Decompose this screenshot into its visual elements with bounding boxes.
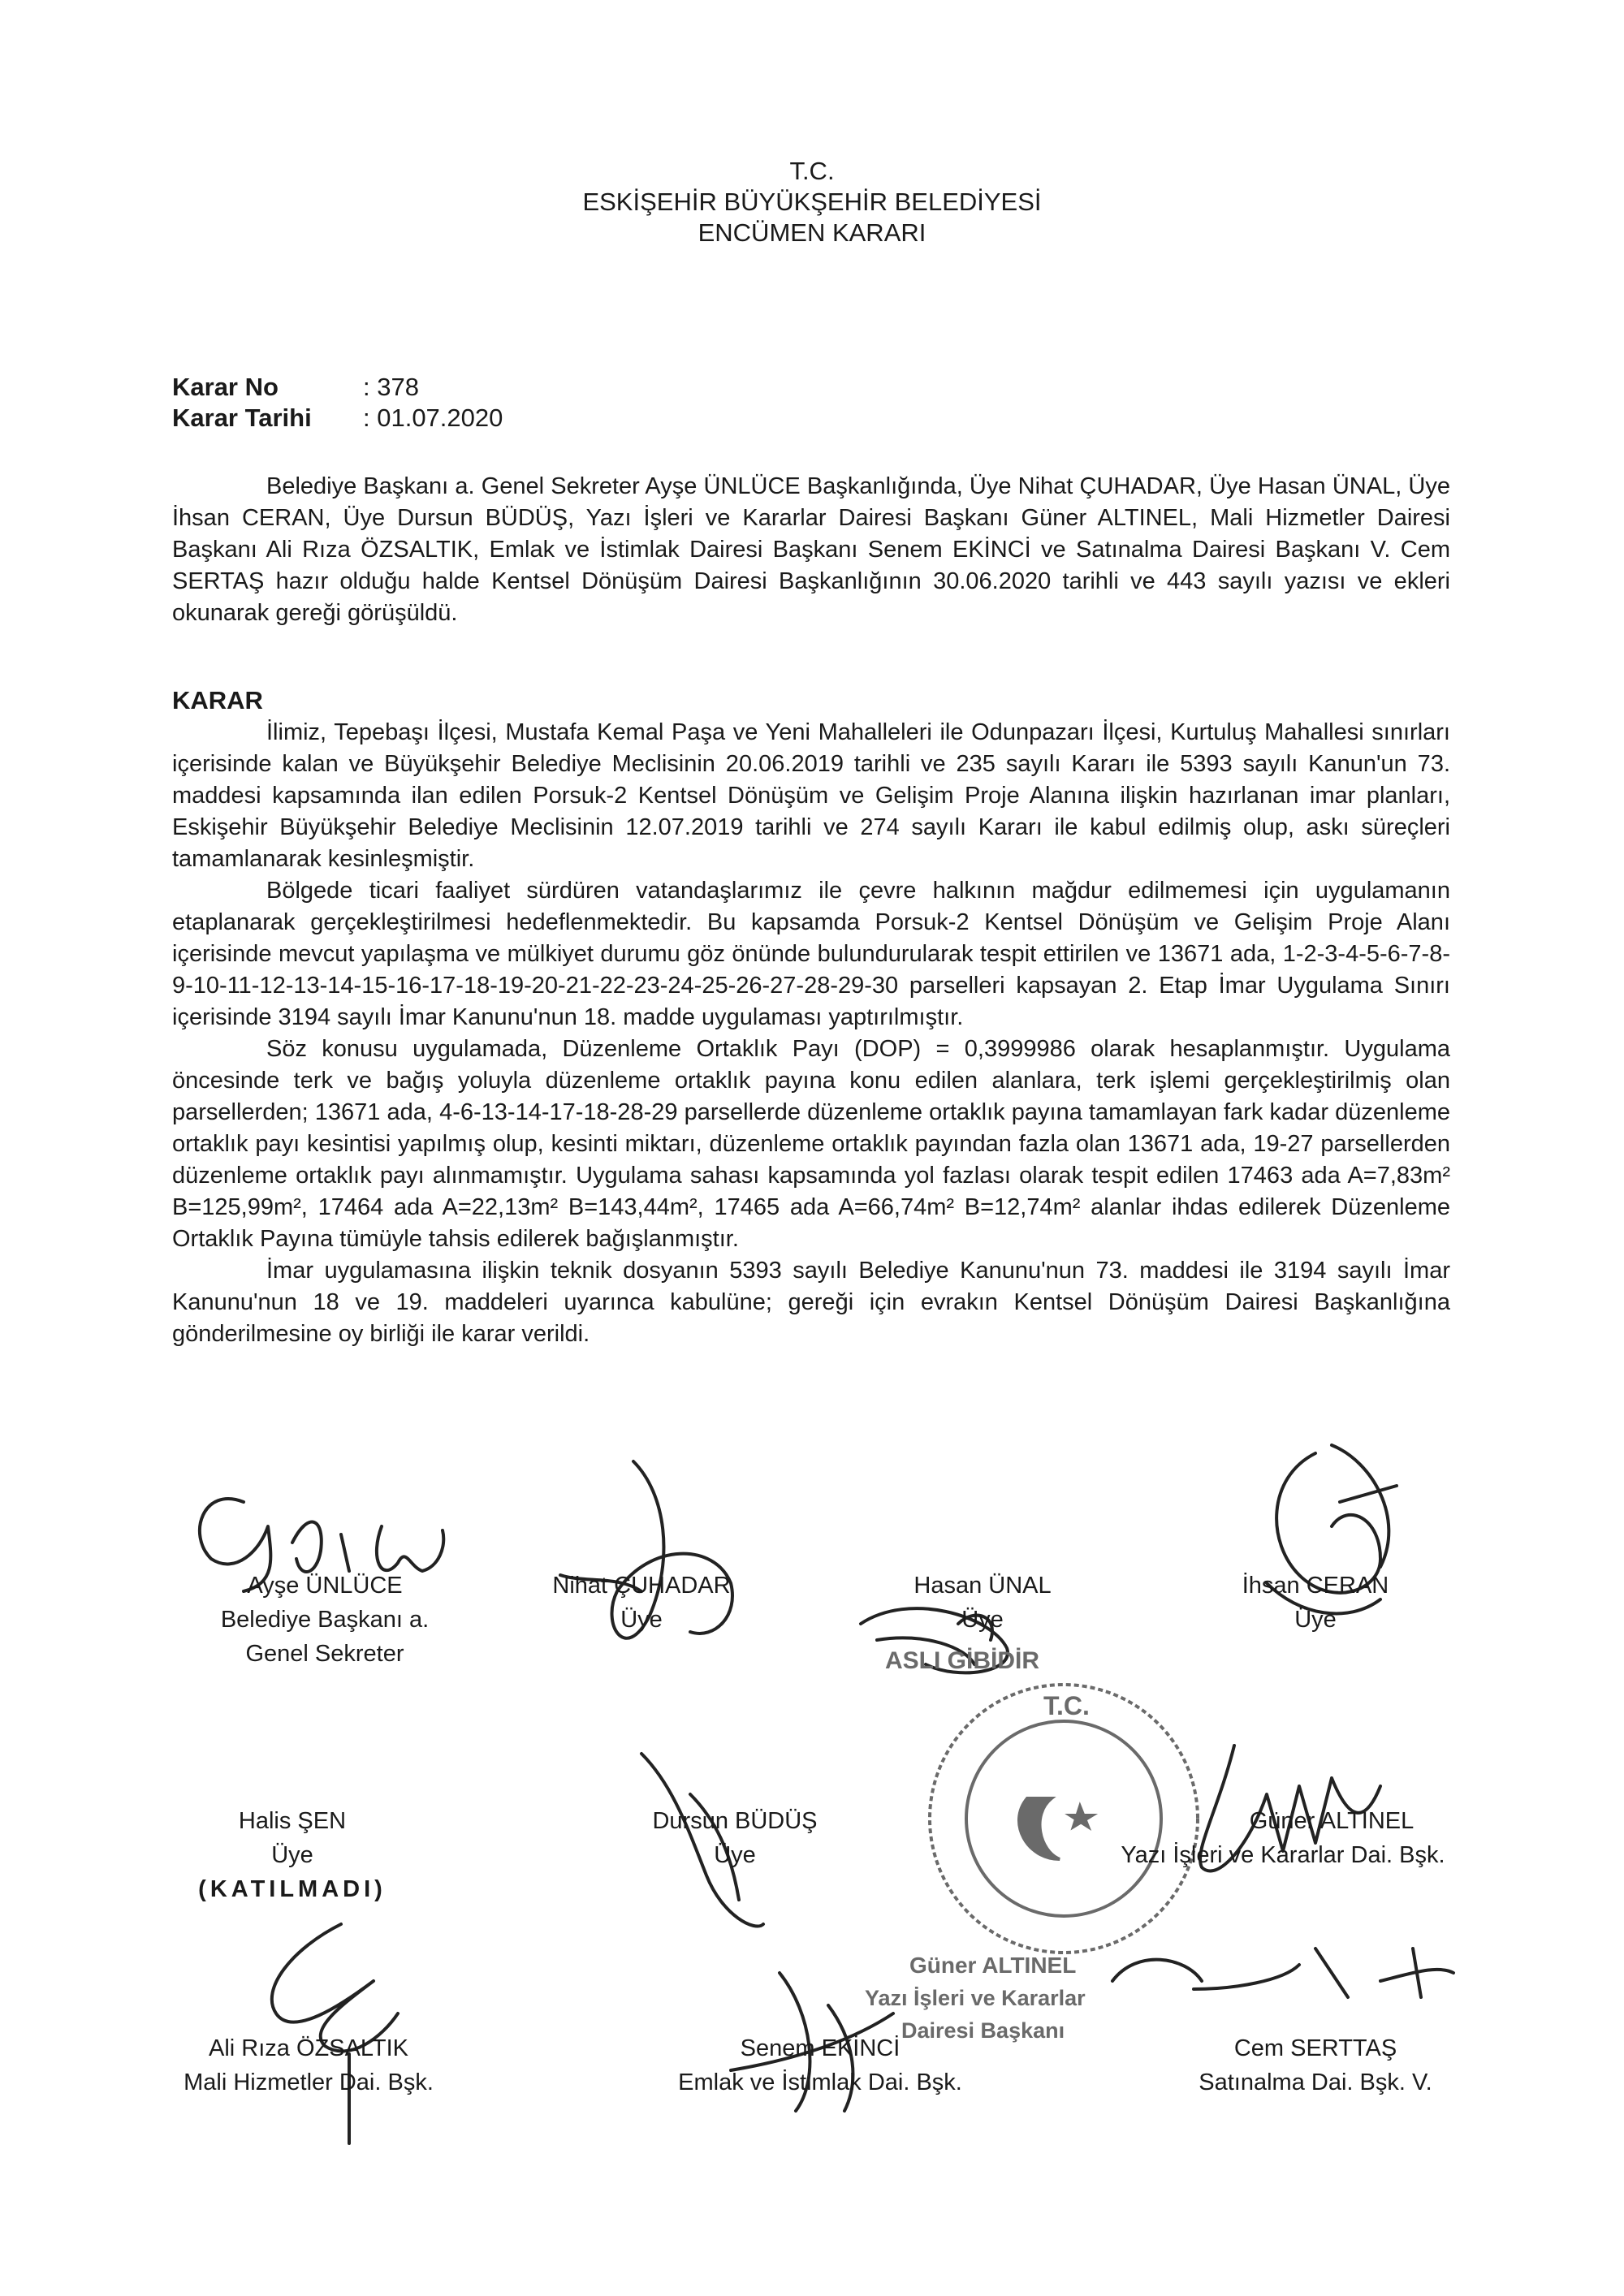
stamp-tc: T.C. (1043, 1691, 1090, 1720)
header-institution: ESKİŞEHİR BÜYÜKŞEHİR BELEDİYESİ (582, 188, 1042, 216)
karar-tarihi-label: Karar Tarihi (172, 404, 312, 432)
decision-meta (172, 372, 503, 434)
signatory-title: Belediye Başkanı a. (220, 1607, 430, 1633)
header-decision-type: ENCÜMEN KARARI (698, 218, 926, 247)
signatory-name: Senem EKİNCİ (740, 2035, 901, 2061)
intro-paragraph-block (172, 471, 1450, 629)
signatory-absent-note: (KATILMADI) (198, 1876, 387, 1902)
karar-no-row (172, 372, 503, 403)
signatory-ceran (1226, 1569, 1405, 1637)
signatory-ekinci (658, 2031, 983, 2100)
signatory-ozsaltik (162, 2031, 455, 2100)
stamp-asli-gibidir: ASLI GİBİDİR (885, 1647, 1040, 1674)
signatory-name: İhsan CERAN (1242, 1573, 1389, 1599)
intro-paragraph: Belediye Başkanı a. Genel Sekreter Ayşe ÜNLÜCE Başkanlığında, Üye Nihat ÇUHADAR, Üye Hasan ÜNAL, Üye İhsan CERAN, Üye Dursun BÜDÜŞ, Yazı İşleri ve Kararlar Dairesi Başkanı Güner ALTINEL, Mali Hizmetler Dairesi Başkanı Ali Rıza ÖZSALTIK, Emlak ve İstimlak Dairesi Başkanı Senem EKİNCİ ve Satınalma Dairesi Başkanı V. Cem SERTAŞ hazır olduğu halde Kentsel Dönüşüm Dairesi Başkanlığının 30.06.2020 tarihli ve 443 sayılı yazısı ve ekleri okunarak gereği görüşüldü. (172, 473, 1450, 626)
signatory-title: Emlak ve İstimlak Dai. Bşk. (678, 2069, 962, 2095)
decision-paragraph: İlimiz, Tepebaşı İlçesi, Mustafa Kemal Paşa ve Yeni Mahalleleri ile Odunpazarı İlçesi, Kurtuluş Mahallesi sınırları içerisinde kalan ve Büyükşehir Belediye Meclisinin 20.06.2019 tarihli ve 235 sayılı Kararı ile 5393 sayılı Kanun'un 73. maddesi kapsamında ilan edilen Porsuk-2 Kentsel Dönüşüm ve Gelişim Proje Alanına ilişkin hazırlanan imar planları, Eskişehir Büyükşehir Belediye Meclisinin 12.07.2019 tarihli ve 274 sayılı Kararı ile kabul edilmiş olup, askı süreçleri tamamlanarak kesinleşmiştir. (172, 719, 1450, 872)
signatory-title: Üye (714, 1842, 756, 1868)
stamp-title-2: Dairesi Başkanı (901, 2018, 1065, 2043)
signatory-title: Üye (620, 1607, 663, 1633)
signatory-name: Güner ALTINEL (1249, 1808, 1415, 1834)
stamp-name: Güner ALTINEL (909, 1953, 1077, 1978)
header-tc: T.C. (789, 157, 835, 185)
signatory-title: Yazı İşleri ve Kararlar Dai. Bşk. (1121, 1842, 1445, 1868)
signatory-name: Dursun BÜDÜŞ (652, 1808, 818, 1834)
karar-tarihi-row (172, 403, 503, 434)
signatory-title: Genel Sekreter (245, 1641, 404, 1667)
karar-tarihi-value: : 01.07.2020 (363, 404, 503, 432)
signatory-name: Hasan ÜNAL (914, 1573, 1052, 1599)
karar-heading: KARAR (172, 686, 263, 714)
karar-no-label: Karar No (172, 373, 279, 401)
signature-sertas-icon (1112, 1949, 1453, 1997)
signatory-name: Halis ŞEN (238, 1808, 347, 1834)
signatory-title: Satınalma Dai. Bşk. V. (1199, 2069, 1432, 2095)
decision-body (172, 717, 1450, 1350)
signatory-title: Üye (271, 1842, 313, 1868)
stamp-title-1: Yazı İşleri ve Kararlar (865, 1986, 1086, 2010)
signatory-name: Nihat ÇUHADAR (552, 1573, 731, 1599)
signatory-budus (641, 1804, 828, 1872)
signatory-title: Mali Hizmetler Dai. Bşk. (184, 2069, 434, 2095)
signatory-cuhadar (536, 1569, 747, 1637)
signatory-name: Ayşe ÜNLÜCE (247, 1573, 403, 1599)
signatory-name: Ali Rıza ÖZSALTIK (208, 2035, 409, 2061)
signatory-unluce (203, 1569, 447, 1671)
signatory-altinel (1104, 1804, 1462, 1872)
karar-no-value: : 378 (363, 373, 419, 401)
document-header (0, 156, 1624, 248)
signatory-sen (171, 1804, 414, 1906)
signatory-name: Cem SERTTAŞ (1233, 2035, 1397, 2061)
signatory-sertas (1169, 2031, 1462, 2100)
signatory-title: Üye (961, 1607, 1004, 1633)
decision-paragraph: Söz konusu uygulamada, Düzenleme Ortaklık Payı (DOP) = 0,3999986 olarak hesaplanmıştır. Uygulama öncesinde terk ve bağış yoluyla düzenleme ortaklık payına konu edilen alanlara, terk işlemi gerçekleştirilmiş olan parsellerden; 13671 ada, 4-6-13-14-17-18-28-29 parsellerde düzenleme ortaklık payına tamamlayan fark kadar düzenleme ortaklık payı kesintisi yapılmış olup, kesinti miktarı, düzenleme ortaklık payından fazla olan 13671 ada, 19-27 parsellerden düzenleme ortaklık payı alınmamıştır. Uygulama sahası kapsamında yol fazlası olarak tespit edilen 17463 ada A=7,83m² B=125,99m², 17464 ada A=22,13m² B=143,44m², 17465 ada A=66,74m² B=12,74m² alanlar ihdas edilerek Düzenleme Ortaklık Payına tümüyle tahsis edilerek bağışlanmıştır. (172, 1036, 1450, 1252)
decision-paragraph: Bölgede ticari faaliyet sürdüren vatandaşlarımız ile çevre halkının mağdur edilmemesi için uygulamanın etaplanarak gerçekleştirilmesi hedeflenmektedir. Bu kapsamda Porsuk-2 Kentsel Dönüşüm ve Gelişim Proje Alanı içerisinde mevcut yapılaşma ve mülkiyet durumu göz önünde bulundurularak tespit ettirilen ve 13671 ada, 1-2-3-4-5-6-7-8-9-10-11-12-13-14-15-16-17-18-19-20-21-22-23-24-25-26-27-28-29-30 parselleri kapsayan 2. Etap İmar Uygulama Sınırı içerisinde 3194 sayılı İmar Kanunu'nun 18. madde uygulaması yaptırılmıştır. (172, 878, 1450, 1030)
signatory-unal (901, 1569, 1064, 1637)
decision-paragraph: İmar uygulamasına ilişkin teknik dosyanın 5393 sayılı Belediye Kanunu'nun 73. maddesi ile 3194 sayılı İmar Kanunu'nun 18 ve 19. maddeleri uyarınca kabulüne; gereği için evrakın Kentsel Dönüşüm Dairesi Başkanlığına gönderilmesine oy birliği ile karar verildi. (172, 1258, 1450, 1347)
signatory-title: Üye (1294, 1607, 1337, 1633)
